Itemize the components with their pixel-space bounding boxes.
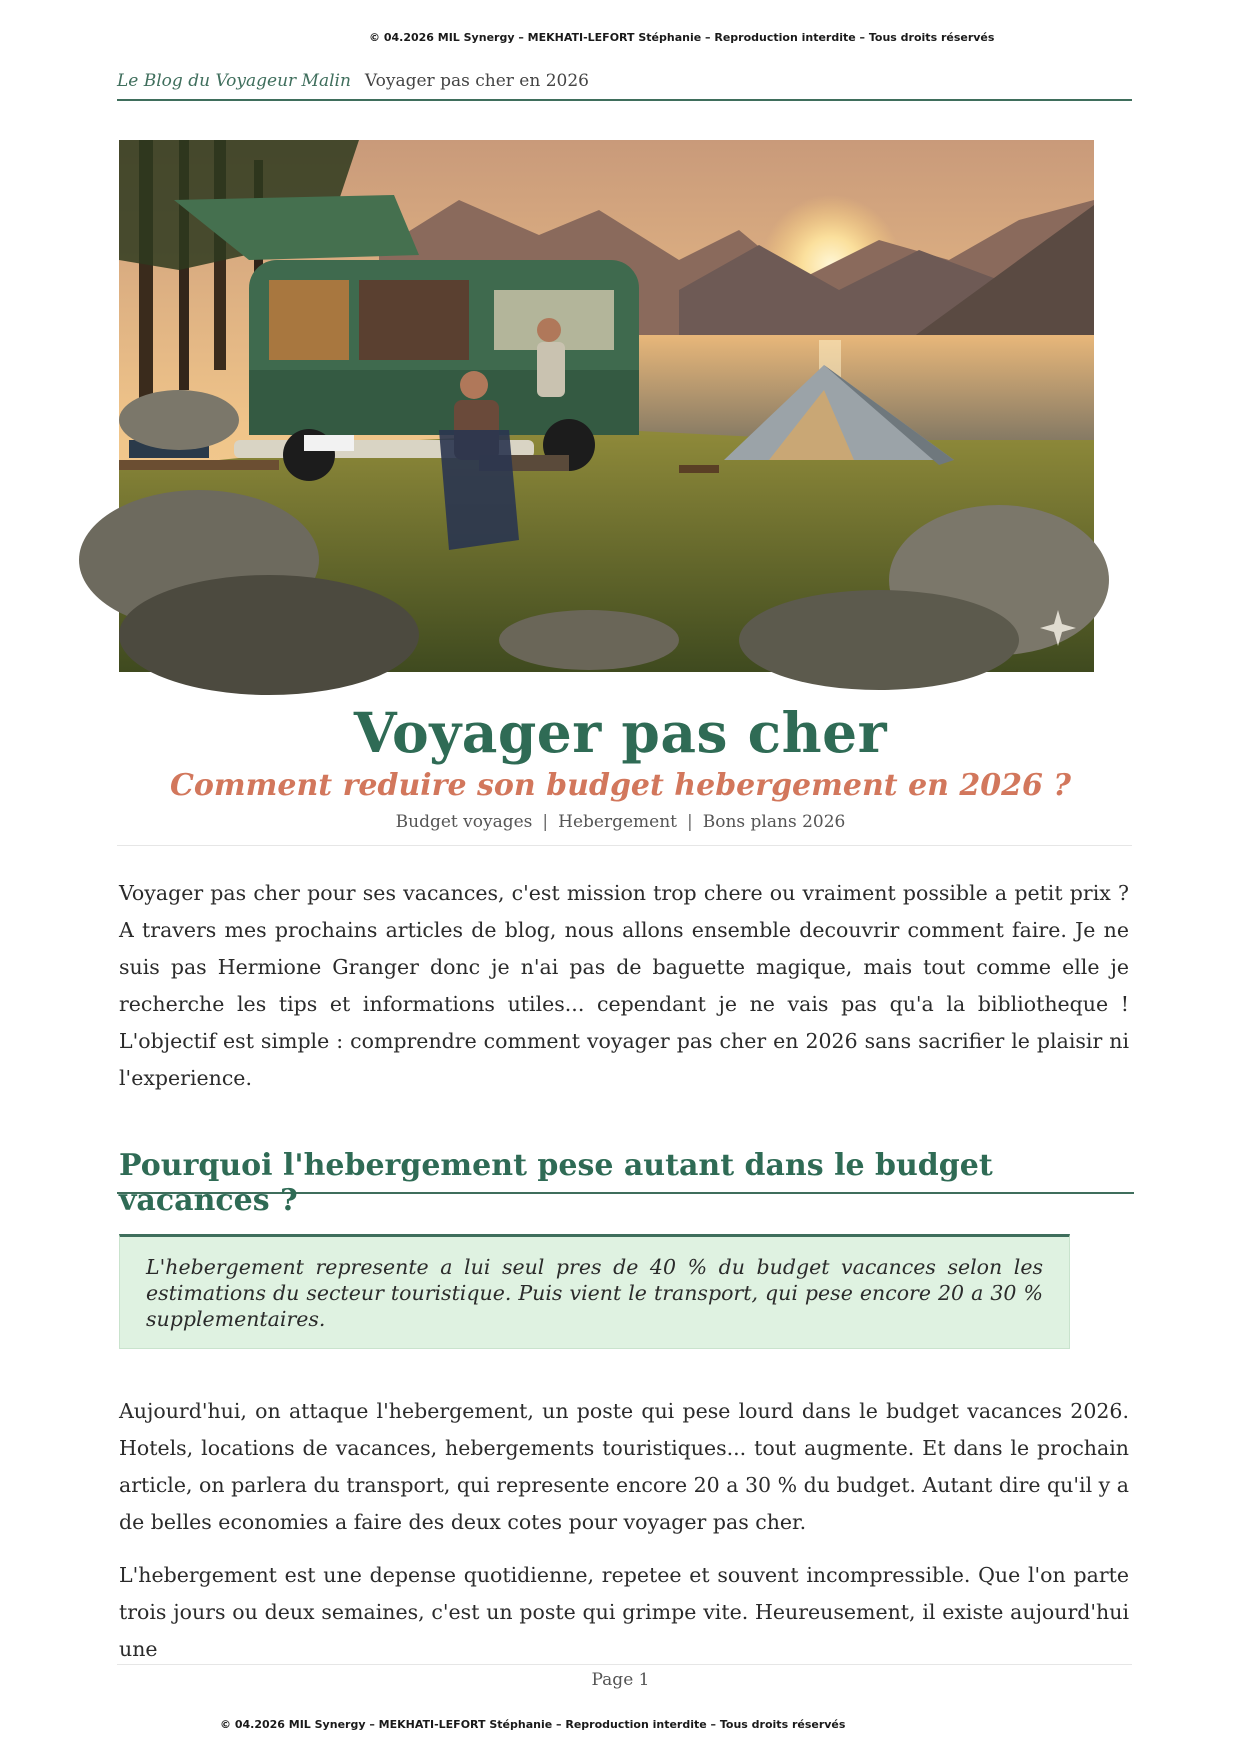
intro-paragraph: Voyager pas cher pour ses vacances, c'est mission trop chere ou vraiment possible a petit prix ? A travers mes prochains articles de blog, nous allons ensemble decouvrir comment faire. Je ne suis pas Hermione Granger donc je n'ai pas de baguette magique, mais tout comme elle je recherche les tips et informations utiles... cependant je ne vais pas qu'a la bibliotheque ! L'objectif est simple : comprendre comment voyager pas cher en 2026 sans sacrifier le plaisir ni l'experience. (119, 881, 1129, 1090)
tag-bons-plans[interactable]: Bons plans 2026 (702, 812, 846, 832)
tag-separator: | (542, 812, 549, 832)
callout-box (119, 1234, 1070, 1349)
article-subtitle: Comment reduire son budget hebergement en 2026 ? (170, 768, 1071, 803)
article-title: Voyager pas cher (353, 700, 888, 765)
footer-divider (117, 1664, 1132, 1665)
copyright-notice-top: © 04.2026 MIL Synergy – MEKHATI-LEFORT Stéphanie – Reproduction interdite – Tous droits réservés (369, 31, 995, 44)
section-heading: Pourquoi l'hebergement pese autant dans le budget vacances ? (117, 1148, 1134, 1194)
divider (117, 845, 1132, 846)
copyright-notice-bottom: © 04.2026 MIL Synergy – MEKHATI-LEFORT Stéphanie – Reproduction interdite – Tous droits réservés (220, 1718, 846, 1731)
callout-text: L'hebergement represente a lui seul pres de 40 % du budget vacances selon les estimations du secteur touristique. Puis vient le transport, qui pese encore 20 a 30 % supplementaires. (146, 1255, 1043, 1331)
body-paragraph: Aujourd'hui, on attaque l'hebergement, un poste qui pese lourd dans le budget vacances 2026. Hotels, locations de vacances, hebergements touristiques... tout augmente. Et dans le prochain article, on parlera du transport, qui represente encore 20 a 30 % du budget. Autant dire qu'il y a de belles economies a faire des deux cotes pour voyager pas cher. (119, 1399, 1129, 1534)
tag-separator: | (687, 812, 693, 832)
body-paragraph-continued: L'hebergement est une depense quotidienne, repetee et souvent incompressible. Que l'on parte trois jours ou deux semaines, c'est un poste qui grimpe vite. Heureusement, il existe aujourd'hui une (119, 1563, 1129, 1661)
tag-hebergement[interactable]: Hebergement (558, 812, 677, 832)
article-tags (0, 812, 1241, 832)
tag-budget-voyages[interactable]: Budget voyages (395, 812, 533, 832)
hero-image (119, 140, 1094, 672)
running-page-title: Voyager pas cher en 2026 (364, 71, 589, 91)
page-number: Page 1 (591, 1670, 650, 1690)
blog-name: Le Blog du Voyageur Malin (117, 71, 351, 91)
running-header (117, 71, 1132, 101)
